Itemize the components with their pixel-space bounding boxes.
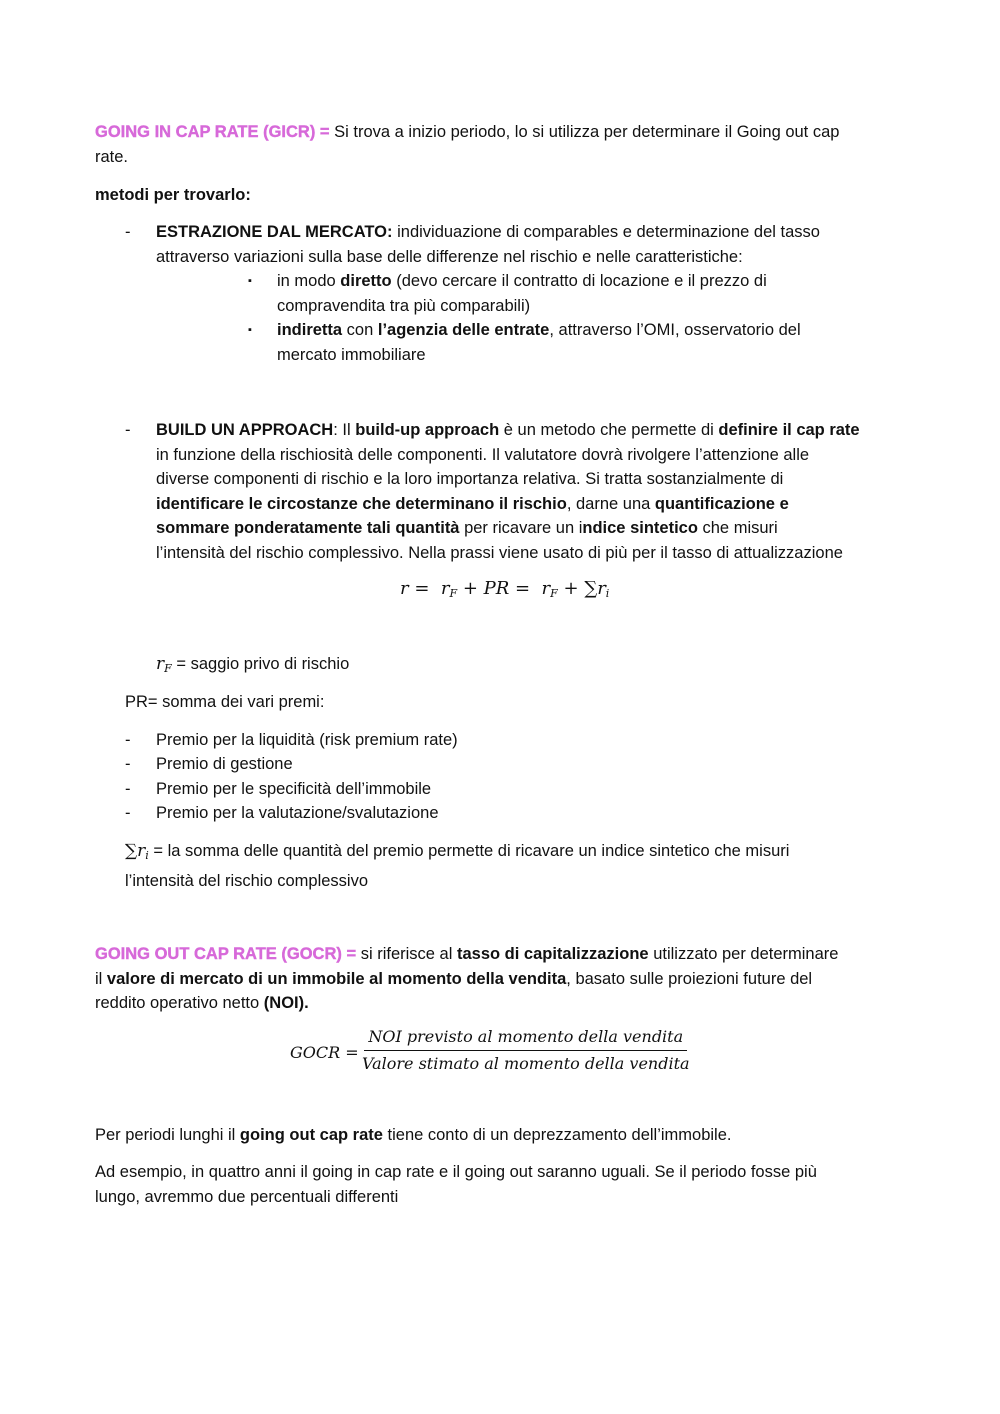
build-l1a: : Il	[333, 421, 356, 439]
bullet-diretto-bold: diretto	[340, 272, 392, 290]
bullet-indiretta-line2: mercato immobiliare	[277, 345, 426, 364]
build-line2: in funzione della rischiosità delle componenti. Il valutatore dovrà rivolgere l’attenzione alle	[156, 445, 810, 464]
bullet-marker-2: ▪	[248, 324, 252, 336]
build-l1b: build-up approach	[355, 421, 500, 439]
para-periodi-post: tiene conto di un deprezzamento dell’immobile.	[382, 1126, 732, 1144]
formula-r: r	[400, 578, 409, 599]
build-l5d: che misuri	[697, 519, 778, 537]
list-item	[156, 728, 458, 753]
formula-risk-rate: $r = r_F$ + PR = $r_F + \sum r_i$	[400, 578, 610, 600]
bullet-indiretta-post: , attraverso l’OMI, osservatorio del	[549, 321, 801, 339]
estrazione-heading: ESTRAZIONE DAL MERCATO:	[156, 223, 393, 241]
build-l4a: identificare le circostanze che determinano il rischio	[156, 494, 567, 513]
gocr-l2b: valore di mercato di un immobile al momento della vendita	[106, 969, 567, 988]
list-item	[156, 801, 439, 826]
formula-gocr-fraction	[358, 1026, 694, 1075]
gicr-heading: GOING IN CAP RATE (GICR) =	[95, 123, 330, 141]
gocr-l1a: si riferisce al	[356, 945, 457, 963]
para-periodi	[95, 1123, 915, 1148]
build-l4b: , darne una	[566, 494, 655, 513]
pr-text: PR= somma dei vari premi:	[125, 693, 325, 711]
build-l5a: sommare ponderatamente tali quantità	[156, 519, 460, 537]
build-l5c: ndice sintetico	[582, 519, 698, 537]
gocr-l3b: (NOI).	[263, 994, 309, 1012]
list-item	[156, 752, 293, 777]
sum-ri-text-2: l’intensità del rischio complessivo	[125, 871, 369, 890]
bullet-marker-1: ▪	[248, 275, 252, 287]
bullet-diretto-post: (devo cercare il contratto di locazione e il prezzo di	[391, 272, 767, 290]
build-dash: -	[125, 421, 131, 439]
build-paragraph	[156, 418, 946, 565]
bullet-indiretta	[277, 318, 917, 367]
premio-text: Premio per la liquidità (risk premium rate)	[156, 731, 458, 749]
para-esempio	[95, 1160, 915, 1209]
formula-gocr-denominator: Valore stimato al momento della vendita	[362, 1054, 690, 1073]
para-esempio-2: lungo, avremmo due percentuali differenti	[95, 1187, 399, 1206]
build-l5b: per ricavare un i	[459, 519, 583, 537]
premio-dash-2: -	[125, 755, 131, 773]
premio-dash-1: -	[125, 731, 131, 749]
formula-gocr-lhs	[290, 1041, 359, 1066]
sum-symbol: ∑	[584, 578, 598, 599]
gocr-l1c: utilizzato per determinare	[648, 945, 839, 963]
gocr-l2c: , basato sulle proiezioni future del	[566, 969, 813, 988]
gicr-text-1: Si trova a inizio periodo, lo si utilizza per determinare il Going out cap	[329, 123, 840, 141]
list-item	[156, 777, 431, 802]
premio-text: Premio di gestione	[156, 755, 293, 773]
build-l4c: quantificazione e	[654, 494, 789, 513]
formula-rf1: $r_F$	[440, 578, 458, 600]
gicr-paragraph	[95, 120, 915, 169]
gocr-paragraph	[95, 942, 915, 1016]
sum-ri-symbol: $\sum r_i$	[125, 841, 149, 862]
estrazione-dash: -	[125, 223, 131, 241]
sum-ri-text-1: = la somma delle quantità del premio permette di ricavare un indice sintetico che misuri	[148, 842, 790, 860]
estrazione-paragraph	[156, 220, 936, 269]
gocr-l3a: reddito operativo netto	[95, 994, 264, 1012]
premio-text: Premio per la valutazione/svalutazione	[156, 804, 439, 822]
gocr-heading: GOING OUT CAP RATE (GOCR) =	[95, 945, 357, 963]
formula-rf2: $r_F$	[541, 578, 558, 600]
build-line3: diverse componenti di rischio e la loro importanza relativa. Si tratta sostanzialmente di	[156, 470, 784, 488]
para-periodi-pre: Per periodi lunghi il	[95, 1126, 240, 1144]
bullet-diretto-line2: compravendita tra più comparabili)	[277, 296, 531, 315]
gocr-l1b: tasso di capitalizzazione	[456, 945, 649, 963]
premio-dash-4: -	[125, 804, 131, 822]
bullet-diretto-pre: in modo	[277, 272, 341, 290]
premio-text: Premio per le specificità dell’immobile	[156, 780, 432, 798]
build-l1c: è un metodo che permette di	[499, 421, 719, 439]
formula-gocr-lhs-text: GOCR =	[290, 1043, 359, 1062]
rf-symbol: $r_F$	[156, 654, 172, 675]
gocr-l2a: il	[95, 969, 107, 988]
bullet-indiretta-mid: con	[342, 321, 378, 339]
sum-ri-paragraph	[125, 839, 905, 893]
estrazione-text-1: individuazione di comparables e determinazione del tasso	[392, 223, 820, 241]
para-esempio-1: Ad esempio, in quattro anni il going in cap rate e il going out saranno uguali. Se il periodo fosse più	[95, 1163, 817, 1181]
pr-label	[125, 690, 324, 715]
bullet-diretto	[277, 269, 917, 318]
para-periodi-bold: going out cap rate	[239, 1126, 383, 1144]
rf-text: = saggio privo di rischio	[171, 655, 350, 673]
metodi-label	[95, 183, 251, 208]
gicr-text-2: rate.	[95, 147, 129, 166]
build-l1d: definire il cap rate	[718, 421, 860, 439]
bullet-indiretta-bold: indiretta	[277, 321, 343, 339]
bullet-indiretta-bold2: l’agenzia delle entrate	[377, 321, 550, 339]
build-line6: l’intensità del rischio complessivo. Nella prassi viene usato di più per il tasso di attualizzazione	[156, 543, 843, 562]
rf-definition	[156, 652, 349, 682]
build-heading: BUILD UN APPROACH	[156, 421, 334, 439]
formula-gocr-numerator: NOI previsto al momento della vendita	[364, 1026, 687, 1051]
premio-dash-3: -	[125, 780, 131, 798]
metodi-text: metodi per trovarlo:	[95, 186, 251, 204]
estrazione-text-2: attraverso variazioni sulla base delle differenze nel rischio e nelle caratteristiche:	[156, 247, 743, 266]
